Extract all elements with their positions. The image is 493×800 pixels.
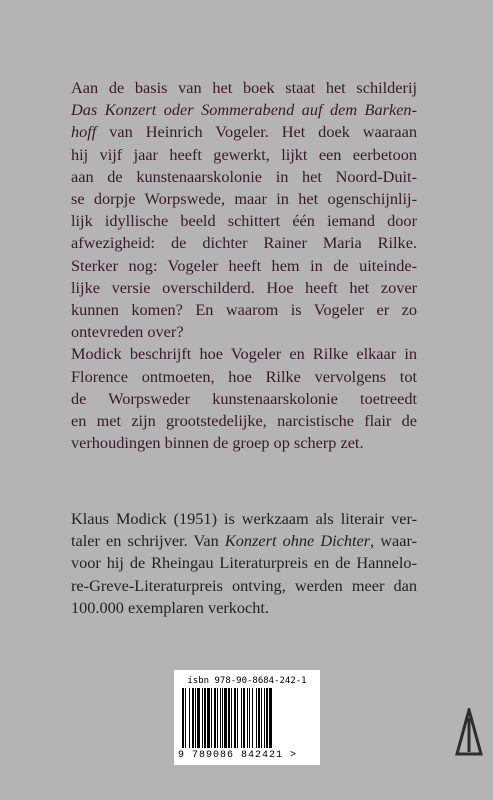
isbn-barcode	[174, 670, 320, 765]
blurb-line: lijk idyllische beeld schittert één iemand door	[71, 211, 417, 231]
book-title: Konzert ohne Dichter	[224, 531, 371, 551]
isbn-label: isbn 978-90-8684-242-1	[187, 676, 307, 686]
blurb-line: afwezigheid: de dichter Rainer Maria Rilke.	[71, 233, 417, 253]
bio-text: taler en schrijver. Van	[71, 531, 225, 551]
blurb-line: verhoudingen binnen de groep op scherp zet.	[71, 433, 364, 453]
blurb-line: hij vijf jaar heeft gewerkt, lijkt een eerbetoon	[71, 144, 417, 164]
blurb-line: Aan de basis van het boek staat het schilderij	[71, 78, 417, 97]
blurb-line: de Worpsweder kunstenaarskolonie toetreedt	[71, 388, 417, 408]
painting-title-end: hoff	[71, 122, 97, 142]
author-bio	[71, 508, 417, 619]
bio-line: re-Greve-Literaturpreis ontving, werden meer dan	[71, 575, 417, 595]
blurb-line-title: Das Konzert oder Sommerabend auf dem Barken-	[71, 100, 417, 120]
blurb-line: Modick beschrijft hoe Vogeler en Rilke elkaar in	[71, 344, 417, 364]
blurb-line: Florence ontmoeten, hoe Rilke vervolgens tot	[71, 366, 417, 386]
bio-line: voor hij de Rheingau Literaturpreis en de Hannelo-	[71, 553, 417, 573]
bio-text: , waar-	[370, 531, 417, 551]
blurb-line: ontevreden over?	[71, 322, 184, 342]
blurb-line	[71, 121, 417, 143]
bio-line: Klaus Modick (1951) is werkzaam als literair ver-	[71, 509, 417, 528]
publisher-logo-icon	[455, 708, 483, 756]
blurb-line: Sterker nog: Vogeler heeft hem in de uiteinde-	[71, 255, 417, 275]
barcode-bars	[182, 688, 312, 750]
bio-line	[71, 530, 417, 552]
blurb-line: en met zijn grootstedelijke, narcistische flair de	[71, 411, 417, 431]
blurb-line-rest: van Heinrich Vogeler. Het doek waaraan	[96, 122, 417, 142]
blurb-text	[71, 77, 417, 454]
blurb-line: kunnen komen? En waarom is Vogeler er zo	[71, 300, 417, 320]
blurb-line: aan de kunstenaarskolonie in het Noord-Duit-	[71, 166, 417, 186]
blurb-line: lijke versie overschilderd. Hoe heeft het zover	[71, 277, 417, 297]
blurb-line: se dorpje Worpswede, maar in het ogenschijnlij-	[71, 189, 417, 209]
bio-line: 100.000 exemplaren verkocht.	[71, 597, 270, 617]
barcode-digits: 9 789086 842421 >	[178, 750, 298, 761]
